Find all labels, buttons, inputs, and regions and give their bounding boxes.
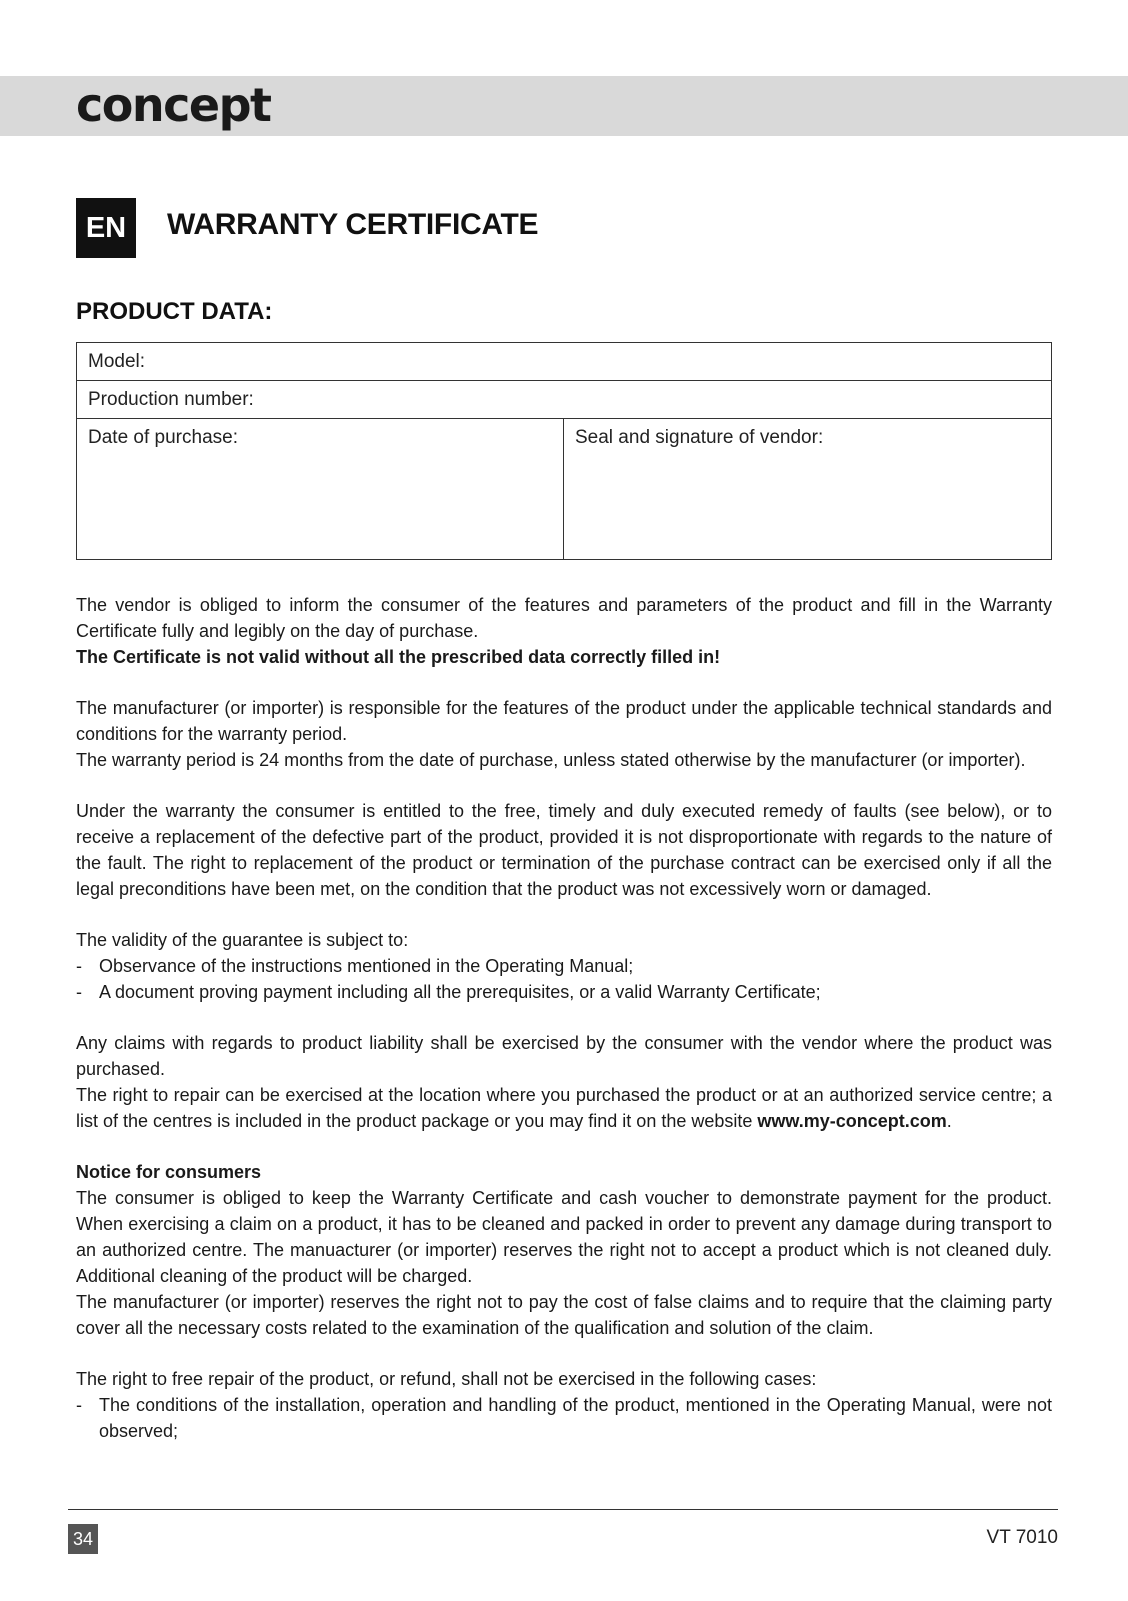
notice-paragraph bbox=[76, 1159, 1052, 1341]
footer-divider bbox=[68, 1509, 1058, 1510]
vendor-obligation-text: The vendor is obliged to inform the consumer of the features and parameters of the product and fill in the Warranty Certificate fully and legibly on the day of purchase. bbox=[76, 595, 1052, 641]
brand-logo: concept bbox=[76, 78, 271, 132]
model-label: Model: bbox=[88, 351, 146, 372]
warranty-terms bbox=[76, 592, 1052, 1469]
list-item: - A document proving payment including all the prerequisites, or a valid Warranty Certificate; bbox=[76, 982, 821, 1002]
claims-paragraph bbox=[76, 1030, 1052, 1134]
notice-heading: Notice for consumers bbox=[76, 1162, 262, 1182]
production-number-label: Production number: bbox=[88, 389, 254, 410]
manufacturer-paragraph bbox=[76, 695, 1052, 773]
guarantee-validity-paragraph bbox=[76, 927, 1052, 1005]
warranty-period: The warranty period is 24 months from the date of purchase, unless stated otherwise by the manufacturer (or importer). bbox=[76, 750, 1026, 770]
notice-text-a: The consumer is obliged to keep the Warranty Certificate and cash voucher to demonstrate payment for the product. When exercising a claim on a product, it has to be cleaned and packed in order to prevent any damage during transport to an authorized centre. The manuacturer (or importer) reserves the right not to accept a product which is not cleaned duly. Additional cleaning of the product will be charged. bbox=[76, 1188, 1052, 1286]
page-number: 34 bbox=[68, 1524, 98, 1554]
model-row[interactable] bbox=[77, 343, 1051, 381]
notice-text-b: The manufacturer (or importer) reserves the right not to pay the cost of false claims and to require that the claiming party cover all the necessary costs related to the examination of the qualification and solution of the claim. bbox=[76, 1292, 1052, 1338]
manufacturer-responsibility: The manufacturer (or importer) is responsible for the features of the product under the applicable technical standards and conditions for the warranty period. bbox=[76, 698, 1052, 744]
website-link[interactable]: www.my-concept.com bbox=[757, 1111, 947, 1131]
language-badge: EN bbox=[76, 198, 136, 258]
vendor-seal-cell[interactable] bbox=[564, 419, 1051, 559]
certificate-title: WARRANTY CERTIFICATE bbox=[167, 208, 539, 241]
guarantee-validity-intro: The validity of the guarantee is subject to: bbox=[76, 930, 409, 950]
vendor-seal-label: Seal and signature of vendor: bbox=[575, 427, 824, 448]
list-item: - The conditions of the installation, operation and handling of the product, mentioned in the Operating Manual, were not observed; bbox=[76, 1395, 1052, 1441]
date-of-purchase-cell[interactable] bbox=[77, 419, 564, 559]
list-item: - Observance of the instructions mentioned in the Operating Manual; bbox=[76, 956, 634, 976]
model-code: VT 7010 bbox=[986, 1527, 1058, 1548]
exclusions-intro: The right to free repair of the product, or refund, shall not be exercised in the following cases: bbox=[76, 1369, 817, 1389]
consumer-rights-paragraph: Under the warranty the consumer is entitled to the free, timely and duly executed remedy of faults (see below), or to receive a replacement of the defective part of the product, provided it is not disproportionate with regards to the nature of the fault. The right to replacement of the product or termination of the purchase contract can be exercised only if all the legal preconditions have been met, on the condition that the product was not excessively worn or damaged. bbox=[76, 801, 1052, 899]
product-data-heading: PRODUCT DATA: bbox=[76, 298, 273, 325]
claims-text: Any claims with regards to product liability shall be exercised by the consumer with the vendor where the product was purchased. bbox=[76, 1033, 1052, 1079]
repair-location-text: The right to repair can be exercised at the location where you purchased the product or at an authorized service centre; a list of the centres is included in the product package or you may find it on the website www.my-concept.com. bbox=[76, 1085, 1052, 1131]
exclusions-paragraph bbox=[76, 1366, 1052, 1444]
validity-warning: The Certificate is not valid without all the prescribed data correctly filled in! bbox=[76, 647, 721, 667]
vendor-obligation-paragraph bbox=[76, 592, 1052, 670]
date-of-purchase-label: Date of purchase: bbox=[88, 427, 238, 448]
product-data-table bbox=[76, 342, 1052, 560]
production-number-row[interactable] bbox=[77, 381, 1051, 419]
